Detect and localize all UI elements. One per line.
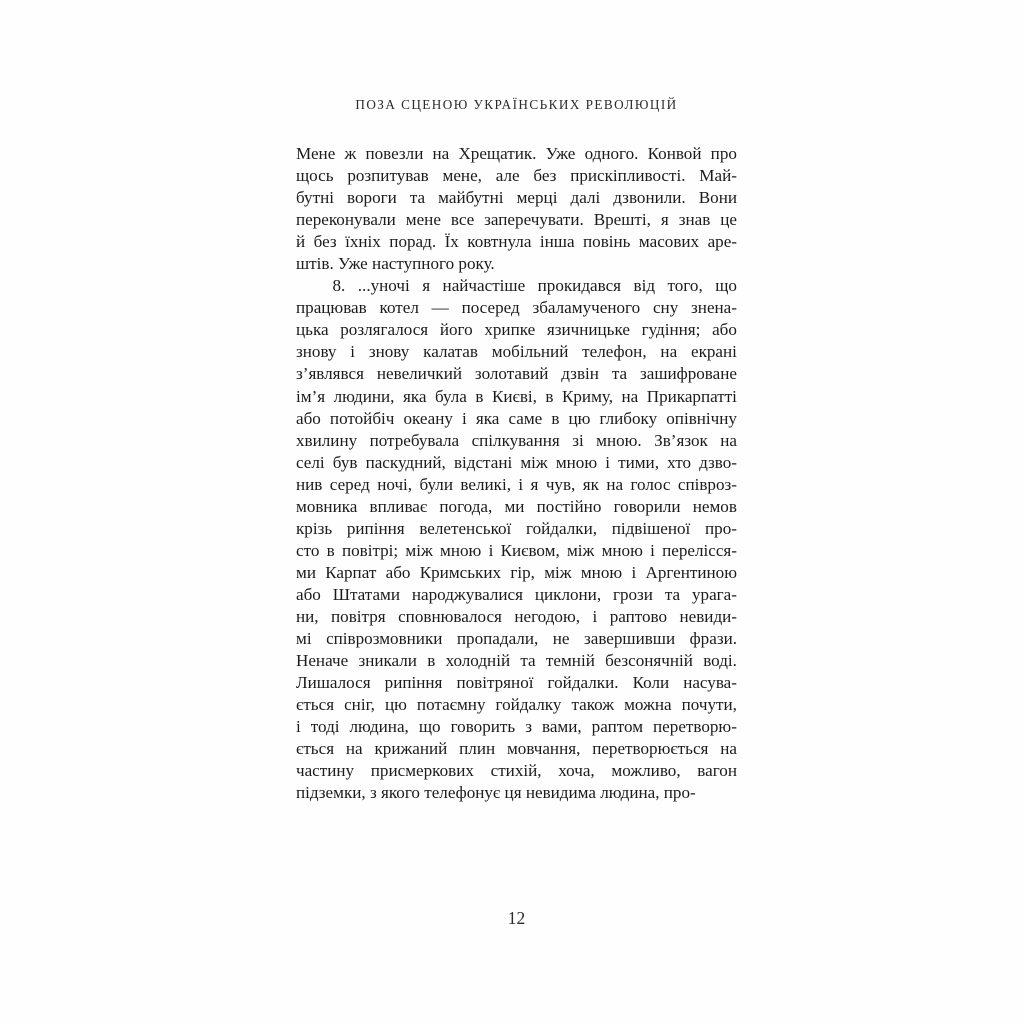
text-line [296, 143, 737, 165]
text-line [296, 562, 737, 584]
word: можна [624, 695, 672, 715]
word: циклони, [534, 584, 602, 604]
word: на [660, 342, 678, 362]
word: й [296, 232, 306, 252]
text-line [296, 209, 737, 231]
text-line [296, 716, 737, 738]
word: Криму, [561, 386, 614, 406]
word: потребувала [369, 430, 460, 450]
word: знав [678, 210, 711, 230]
word: урага- [691, 584, 737, 604]
word: і [650, 540, 655, 560]
word: на [621, 386, 639, 406]
word: гойдалки, [526, 518, 597, 538]
word: хрипке [484, 320, 536, 340]
word: впливає [369, 496, 428, 516]
word: Штатами [332, 584, 401, 604]
word: і [462, 408, 467, 428]
word: і [518, 474, 524, 494]
word: безсонячній [605, 651, 693, 671]
word: в [326, 540, 335, 560]
word: холодній [445, 651, 511, 671]
word: крижаний [374, 739, 448, 759]
word: в [427, 651, 436, 671]
word: мною. [596, 430, 642, 450]
word: частину [296, 761, 355, 781]
word: на [720, 430, 737, 450]
word: сповнювалося [398, 606, 502, 626]
word: ни, [296, 606, 319, 626]
word: їхніх [345, 232, 381, 252]
word: і [592, 606, 598, 626]
word: ковтнула [467, 232, 532, 252]
word: повінь [583, 232, 631, 252]
word: Неначе [296, 651, 349, 671]
word: ми [296, 562, 316, 582]
word: зашифроване [639, 364, 737, 384]
text-line [296, 363, 737, 385]
word: співроз- [677, 474, 737, 494]
word: саме [508, 408, 543, 428]
word: яка [475, 408, 500, 428]
word: масових [638, 232, 700, 252]
word: без [533, 166, 557, 186]
word: прокидався [537, 276, 622, 296]
word: мною [555, 452, 598, 472]
word: про [710, 144, 737, 163]
word: раптом [591, 717, 644, 737]
word: я [660, 210, 669, 230]
word: на [606, 474, 624, 494]
word: ж [344, 144, 357, 163]
word: серед [329, 474, 370, 494]
word: також [571, 695, 615, 715]
word: цю [384, 695, 407, 715]
word: знову [368, 342, 410, 362]
word: зникали [358, 651, 417, 671]
word: Карпат [325, 562, 377, 582]
word: між [544, 562, 572, 582]
word: я [530, 474, 539, 494]
text-line [296, 738, 737, 760]
word: дзво- [699, 452, 737, 472]
word: опівнічну [666, 408, 737, 428]
word: між [405, 540, 433, 560]
word: потойбіч [329, 408, 395, 428]
word: це [720, 210, 737, 230]
word: цю [568, 408, 591, 428]
word: майбутні [438, 188, 504, 208]
word: ночі, [377, 474, 413, 494]
word: та [664, 584, 681, 604]
word: співрозмовники [326, 629, 443, 649]
word: підвішеної [611, 518, 691, 538]
text-line [296, 231, 737, 253]
text-line [296, 672, 737, 694]
word: присмеркових [370, 761, 474, 781]
word: негодою, [514, 606, 581, 626]
word: був [332, 452, 358, 472]
paragraph-indent [296, 275, 320, 297]
word: темній [545, 651, 595, 671]
word: 8. [332, 276, 346, 296]
word: людини, [333, 386, 395, 406]
word: працював [296, 298, 367, 318]
word: калатав [423, 342, 478, 362]
word: і [350, 342, 356, 362]
word: від [633, 276, 656, 296]
word: і [296, 717, 301, 737]
word: глибоку [599, 408, 658, 428]
word: нив [296, 474, 323, 494]
word: знову [296, 342, 337, 362]
word: можливо, [611, 761, 681, 781]
word: цька [296, 320, 329, 340]
word: та [611, 364, 628, 384]
word: розпитував [347, 166, 429, 186]
text-line [296, 650, 737, 672]
word: не [552, 629, 570, 649]
word: чув, [545, 474, 576, 494]
word: людина, [349, 717, 409, 737]
word: ється [296, 695, 335, 715]
word: на [345, 739, 363, 759]
word: Мене [296, 144, 336, 163]
word: невеличкий [376, 364, 463, 384]
text-line [296, 474, 737, 496]
word: мене, [442, 166, 482, 186]
running-head: ПОЗА СЦЕНОЮ УКРАЇНСЬКИХ РЕВОЛЮЦІЙ [355, 97, 678, 112]
word: гойдалку [495, 695, 562, 715]
word: Прикарпатті [646, 386, 737, 406]
word: і [605, 452, 610, 472]
word: мною [440, 540, 482, 560]
word: що [418, 717, 441, 737]
paragraph [296, 275, 737, 804]
text-line [296, 628, 737, 650]
word: посеред [461, 298, 520, 318]
word: без [313, 232, 337, 252]
word: мною [580, 562, 623, 582]
word: я [422, 276, 431, 296]
word: повітряної [456, 673, 534, 693]
word: в [545, 386, 554, 406]
text-block [296, 143, 737, 804]
word: спілкування [471, 430, 560, 450]
word: селі [296, 452, 325, 472]
word: Аргентиною [645, 562, 737, 582]
word: говорить [450, 717, 516, 737]
word: між [520, 452, 548, 472]
text-line [296, 606, 737, 628]
text-line [296, 694, 737, 716]
word: Уже [545, 144, 576, 163]
word: сніг, [344, 695, 375, 715]
text-line [296, 430, 737, 452]
word: Києві, [491, 386, 537, 406]
word: тими, [618, 452, 659, 472]
word: вагон [697, 761, 737, 781]
text-line [296, 187, 737, 209]
word: насува- [683, 673, 737, 693]
word: невиди- [679, 606, 737, 626]
word: як [582, 474, 599, 494]
text-line [296, 496, 737, 518]
word: сну [652, 298, 679, 318]
text-line [296, 165, 737, 187]
word: плин [459, 739, 496, 759]
word: мене [405, 210, 441, 230]
word: погода, [439, 496, 493, 516]
word: язичницьке [546, 320, 630, 340]
word: почути, [681, 695, 737, 715]
word: великі, [460, 474, 511, 494]
word: бутні [296, 188, 334, 208]
word: сто [296, 540, 320, 560]
word: паскудний, [365, 452, 446, 472]
word: дзвонили. [613, 188, 686, 208]
word: мною [601, 540, 643, 560]
word: одного. [584, 144, 639, 163]
word: Май- [699, 166, 737, 186]
word: екрані [690, 342, 737, 362]
word: вороги [347, 188, 397, 208]
word: та [409, 188, 426, 208]
text-line [296, 518, 737, 540]
text-line [296, 408, 737, 430]
word: перетворюється [592, 739, 709, 759]
word: порад. [389, 232, 437, 252]
word: з’являвся [296, 364, 364, 384]
word: мерці [516, 188, 558, 208]
word: збаламученого [532, 298, 641, 318]
word: постійно [536, 496, 602, 516]
word: — [431, 298, 449, 318]
word: між [566, 540, 595, 560]
word: або [296, 408, 321, 428]
word: пропадали, [456, 629, 539, 649]
word: в [475, 386, 484, 406]
word: крізь [296, 518, 333, 538]
word: воді. [703, 651, 737, 671]
word: мовника [296, 496, 358, 516]
word: відстані [453, 452, 513, 472]
word: все [450, 210, 475, 230]
word: мобільний [491, 342, 569, 362]
word: була [434, 386, 467, 406]
word: або [712, 320, 737, 340]
word: прискіпливості. [570, 166, 686, 186]
word: інша [539, 232, 575, 252]
word: Кримських [419, 562, 502, 582]
word: що [715, 276, 737, 296]
word: гойдалки. [547, 673, 619, 693]
word: його [439, 320, 473, 340]
text-line: підземки, з якого телефонує ця невидима людина, про- [296, 783, 696, 803]
word: з [525, 717, 532, 737]
word: на [432, 144, 450, 163]
word: Лишалося [296, 673, 371, 693]
word: на [720, 739, 737, 759]
text-line [296, 297, 737, 319]
word: повітря [331, 606, 386, 626]
word: океану [403, 408, 453, 428]
word: завершивши [583, 629, 676, 649]
word: котел [379, 298, 419, 318]
text-line [296, 341, 737, 363]
word: ми [504, 496, 525, 516]
text-line: штів. Уже наступного року. [296, 254, 495, 274]
word: Зв’язок [654, 430, 708, 450]
text-line [296, 452, 737, 474]
word: гудіння; [641, 320, 701, 340]
word: потаємну [416, 695, 486, 715]
word: Конвой [647, 144, 702, 163]
word: золотавий [474, 364, 549, 384]
word: та [520, 651, 536, 671]
word: переконували [296, 210, 396, 230]
word: перетворю- [653, 717, 737, 737]
word: гір, [510, 562, 535, 582]
word: були [419, 474, 453, 494]
word: грози [612, 584, 653, 604]
word: повітрі; [341, 540, 399, 560]
word: хто [667, 452, 691, 472]
word: тоді [310, 717, 340, 737]
word: і [488, 540, 494, 560]
word: Коли [632, 673, 670, 693]
word: ється [296, 739, 335, 759]
paragraph [296, 143, 737, 275]
word: і [631, 562, 637, 582]
word: раптово [609, 606, 668, 626]
word: ...уночі [357, 276, 410, 296]
word: того, [667, 276, 703, 296]
word: голос [630, 474, 671, 494]
word: вами, [541, 717, 582, 737]
word: хвилину [296, 430, 358, 450]
word: перелісся- [662, 540, 737, 560]
text-line [296, 540, 737, 562]
text-line [296, 760, 737, 782]
word: хоча, [558, 761, 595, 781]
text-line [296, 386, 737, 408]
word: рипіння [346, 518, 405, 538]
word: аре- [707, 232, 737, 252]
word: Києвом, [500, 540, 560, 560]
word: але [495, 166, 520, 186]
word: говорили [613, 496, 681, 516]
word: повезли [365, 144, 424, 163]
text-line [296, 275, 737, 297]
word: немов [692, 496, 737, 516]
word: яка [402, 386, 427, 406]
text-line [296, 584, 737, 606]
word: велетенської [419, 518, 512, 538]
word: мі [296, 629, 312, 649]
word: Врешті, [593, 210, 651, 230]
word: в [551, 408, 560, 428]
word: Хрещатик. [458, 144, 537, 163]
word: телефон, [582, 342, 647, 362]
word: зненa- [691, 298, 737, 318]
page-number: 12 [507, 908, 526, 928]
word: про- [705, 518, 737, 538]
word: Вони [698, 188, 737, 208]
word: Їх [444, 232, 459, 252]
word: заперечувати. [484, 210, 584, 230]
word: щось [296, 166, 334, 186]
word: або [296, 584, 321, 604]
word: народжувалися [411, 584, 523, 604]
word: зі [572, 430, 584, 450]
word: дзвін [561, 364, 599, 384]
word: ім’я [296, 386, 326, 406]
word: розлягалося [340, 320, 429, 340]
word: фрази. [689, 629, 737, 649]
word: мовчання, [506, 739, 581, 759]
word: стихій, [490, 761, 542, 781]
word: або [385, 562, 411, 582]
text-line [296, 319, 737, 341]
word: далі [570, 188, 601, 208]
word: рипіння [384, 673, 443, 693]
word: найчастіше [442, 276, 526, 296]
